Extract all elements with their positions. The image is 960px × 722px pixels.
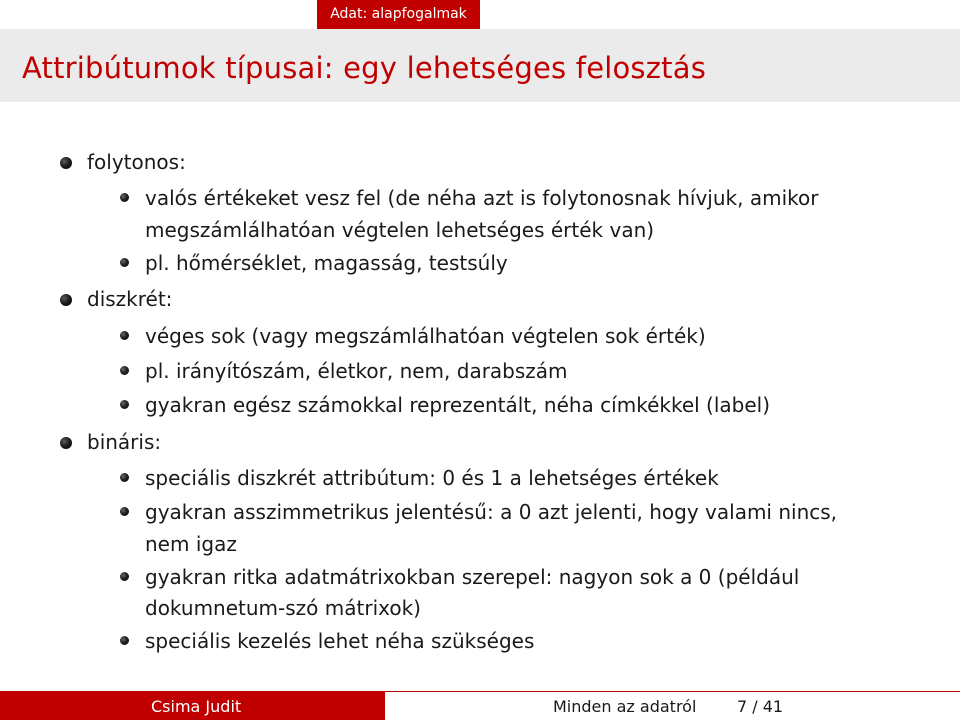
sub-bullet-icon (120, 331, 129, 340)
sub-bullet-icon (120, 636, 129, 645)
top-bar (0, 0, 960, 29)
list-item: gyakran ritka adatmátrixokban szerepel: nagyon sok a 0 (például (145, 565, 800, 589)
list-item: speciális kezelés lehet néha szükséges (145, 629, 535, 653)
footer-page-number: 7 / 41 (737, 697, 784, 716)
sub-bullet-icon (120, 507, 129, 516)
section-label: Adat: alapfogalmak (317, 0, 480, 29)
list-item: speciális diszkrét attribútum: 0 és 1 a lehetséges értékek (145, 466, 719, 490)
list-item: gyakran asszimmetrikus jelentésű: a 0 azt jelenti, hogy valami nincs, (145, 500, 838, 524)
list-item-continued: megszámlálhatóan végtelen lehetséges érték van) (145, 218, 655, 242)
list-item: pl. irányítószám, életkor, nem, darabszám (145, 359, 568, 383)
list-item-continued: dokumnetum-szó mátrixok) (145, 596, 421, 620)
footer-author: Csima Judit (151, 697, 242, 716)
list-item-continued: nem igaz (145, 532, 237, 556)
slide-title: Attribútumok típusai: egy lehetséges felosztás (22, 51, 707, 85)
category-binaris: bináris: (87, 430, 162, 454)
footer-author-box (0, 691, 385, 720)
sub-bullet-icon (120, 572, 129, 581)
sub-bullet-icon (120, 473, 129, 482)
footer (0, 691, 960, 720)
category-folytonos: folytonos: (87, 150, 186, 174)
list-item: pl. hőmérséklet, magasság, testsúly (145, 251, 508, 275)
category-diszkret: diszkrét: (87, 287, 173, 311)
bullet-icon (60, 437, 72, 449)
sub-bullet-icon (120, 193, 129, 202)
footer-info-box (385, 691, 960, 720)
list-item: véges sok (vagy megszámlálhatóan végtelen sok érték) (145, 324, 706, 348)
list-item: valós értékeket vesz fel (de néha azt is folytonosnak hívjuk, amikor (145, 186, 819, 210)
list-item: gyakran egész számokkal reprezentált, néha címkékkel (label) (145, 393, 771, 417)
bullet-icon (60, 157, 72, 169)
footer-title: Minden az adatról (553, 697, 697, 716)
sub-bullet-icon (120, 258, 129, 267)
sub-bullet-icon (120, 400, 129, 409)
bullet-icon (60, 294, 72, 306)
sub-bullet-icon (120, 366, 129, 375)
